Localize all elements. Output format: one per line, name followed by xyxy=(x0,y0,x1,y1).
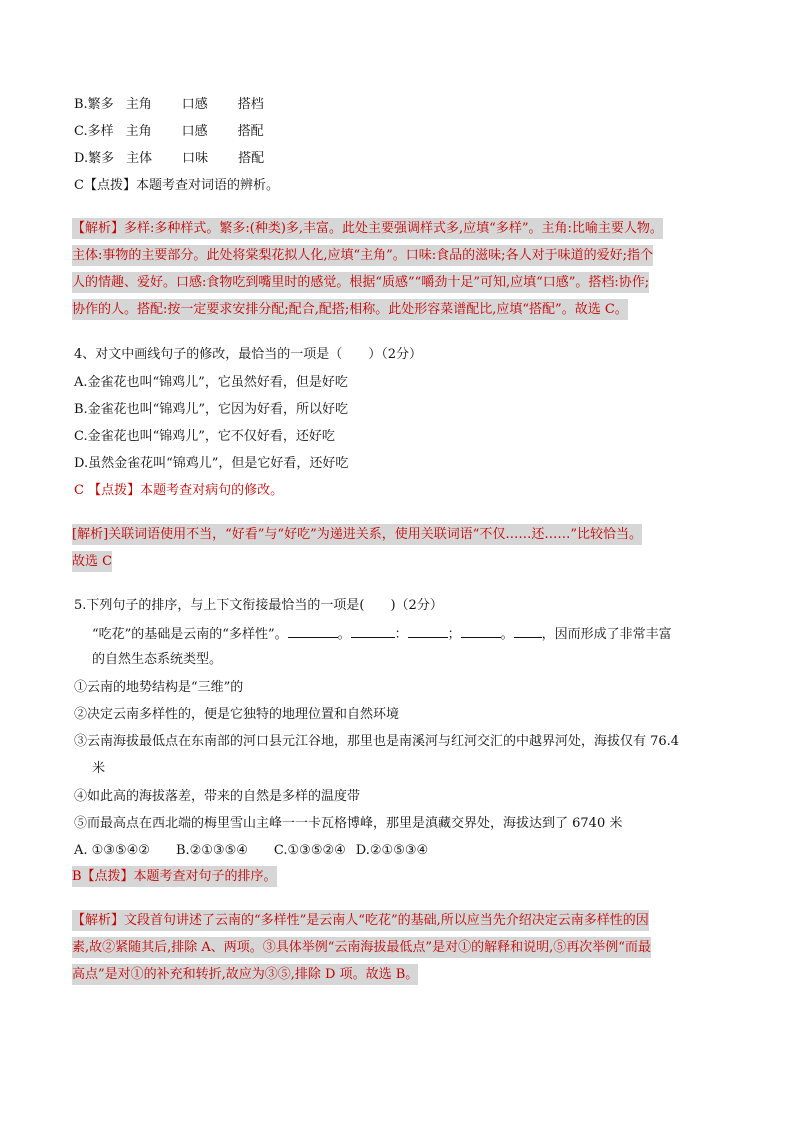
q4-option-d: D.虽然金雀花叫“锦鸡儿”，但是它好看，还好吃 xyxy=(74,456,349,471)
option-letter: C.多样 xyxy=(74,124,114,139)
q5-item-2: ②决定云南多样性的，便是它独特的地理位置和自然环境 xyxy=(74,707,400,722)
q4-analysis xyxy=(72,526,732,580)
q5-option-a: A. ①③⑤④② xyxy=(74,843,150,858)
q5-passage xyxy=(92,624,672,644)
q5-options xyxy=(74,842,428,860)
passage-punct: 。 xyxy=(337,627,351,642)
q4-option-c: C.金雀花也叫“锦鸡儿”，它不仅好看，还好吃 xyxy=(74,429,335,444)
option-word: 搭配 xyxy=(238,151,265,166)
q5-item-3-cont: 米 xyxy=(92,761,106,776)
analysis-line: 协作的人。搭配:按一定要求安排分配;配合,配搭;相称。此处形容菜谱配比,应填“搭配”。故选 C。 xyxy=(72,299,628,320)
option-letter: D.繁多 xyxy=(74,151,115,166)
option-word: 口感 xyxy=(181,97,208,112)
passage-punct: 。 xyxy=(500,627,514,642)
option-word: 搭档 xyxy=(237,97,264,112)
fill-blank xyxy=(351,624,395,638)
fill-blank xyxy=(461,624,501,638)
q3-option-d xyxy=(74,150,264,168)
q5-passage-line2: 的自然生态系统类型。 xyxy=(92,652,223,667)
passage-punct: ： xyxy=(394,627,408,642)
fill-blank xyxy=(408,624,448,638)
q5-item-4: ④如此高的海拔落差，带来的自然是多样的温度带 xyxy=(74,789,361,804)
q5-answer: B【点拨】本题考查对句子的排序。 xyxy=(72,866,277,887)
option-word: 搭配 xyxy=(237,124,264,139)
option-word: 主角 xyxy=(125,97,152,112)
q4-answer: C 【点拨】本题考查对病句的修改。 xyxy=(74,483,284,498)
analysis-line: 素,故②紧随其后,排除 A、两项。③具体举例“云南海拔最低点”是对①的解释和说明,⑤再次举例“而最 xyxy=(72,937,651,958)
fill-blank xyxy=(288,624,338,638)
q4-stem: 4、对文中画线句子的修改，最恰当的一项是（ ）（2分） xyxy=(74,347,423,362)
q5-option-d: D.②①⑤③④ xyxy=(355,843,429,858)
analysis-line: 主体:事物的主要部分。此处将棠梨花拟人化,应填“主角”。口味:食品的滋味;各人对于味道的爱好;指个 xyxy=(72,245,653,266)
q3-option-c xyxy=(74,123,264,141)
passage-text: “吃花”的基础是云南的“多样性”。 xyxy=(92,627,288,642)
analysis-line: 【解析】多样:多种样式。繁多:(种类)多,丰富。此处主要强调样式多,应填“多样”。主角:比喻主要人物。 xyxy=(72,218,663,239)
option-letter: B.繁多 xyxy=(74,97,114,112)
analysis-line: 故选 C xyxy=(72,551,112,572)
q3-option-b xyxy=(74,96,264,114)
analysis-line: 人的情趣、爱好。口感:食物吃到嘴里时的感觉。根据“质感”“嚼劲十足”可知,应填“口感”。搭档:协作; xyxy=(72,272,649,293)
option-word: 主角 xyxy=(125,124,152,139)
fill-blank xyxy=(514,624,542,638)
q4-option-b: B.金雀花也叫“锦鸡儿”，它因为好看，所以好吃 xyxy=(74,402,348,417)
passage-text: ，因而形成了非常丰富 xyxy=(541,627,672,642)
q5-stem: 5.下列句子的排序，与上下文衔接最恰当的一项是( )（2分） xyxy=(74,598,443,613)
option-word: 口味 xyxy=(182,151,209,166)
q5-item-1: ①云南的地势结构是“三维”的 xyxy=(74,680,244,695)
q3-analysis xyxy=(72,220,732,328)
q5-item-3: ③云南海拔最低点在东南部的河口县元江谷地，那里也是南溪河与红河交汇的中越界河处，海拔仅有 76.4 xyxy=(74,734,680,749)
q3-answer: C【点拨】本题考查对词语的辨析。 xyxy=(74,178,279,193)
analysis-line: 【解析】文段首句讲述了云南的“多样性”是云南人“吃花”的基础,所以应当先介绍决定云南多样性的因 xyxy=(72,910,649,931)
option-word: 口感 xyxy=(181,124,208,139)
option-word: 主体 xyxy=(126,151,153,166)
analysis-line: 高点”是对①的补充和转折,故应为③⑤,排除 D 项。故选 B。 xyxy=(72,964,418,985)
q5-answer-block xyxy=(72,868,732,895)
q5-analysis xyxy=(72,912,732,993)
analysis-line: [解析]关联词语使用不当，“好看”与“好吃”为递进关系，使用关联词语“不仅……还……”比较恰当。 xyxy=(72,524,642,545)
q5-option-c: C.①③⑤②④ xyxy=(273,843,346,858)
passage-punct: ； xyxy=(447,627,461,642)
q5-option-b: B.②①③⑤④ xyxy=(175,843,248,858)
q5-item-5: ⑤而最高点在西北端的梅里雪山主峰一一卡瓦格博峰，那里是滇藏交界处，海拔达到了 6740 米 xyxy=(74,816,623,831)
q4-option-a: A.金雀花也叫“锦鸡儿”，它虽然好看，但是好吃 xyxy=(74,375,348,390)
